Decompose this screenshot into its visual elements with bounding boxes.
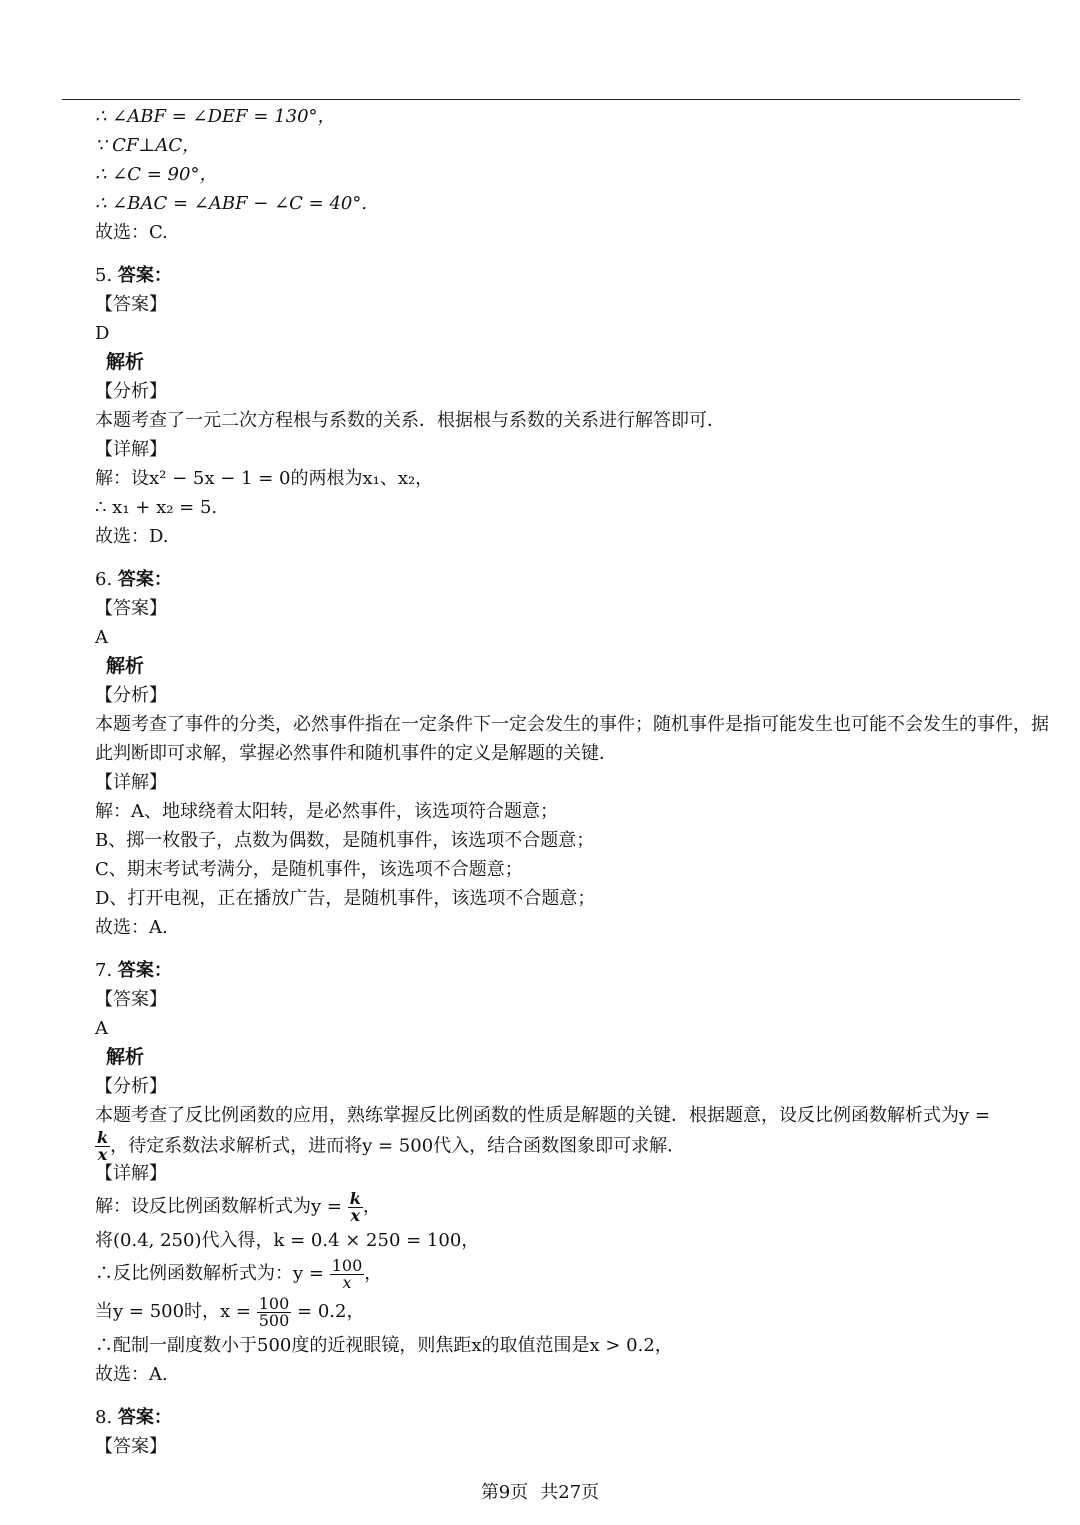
solution-line: ∴ ∠BAC = ∠ABF − ∠C = 40°.	[95, 193, 368, 214]
answer-tag: 【答案】	[95, 598, 167, 619]
solution-line: 解：设反比例函数解析式为y = $\frac{k}{x}$ ，	[95, 1188, 381, 1225]
fenxi-text-line-2: $\frac{k}{x}$ ，待定系数法求解析式，进而将y = 500代入，结合函数图象即可求解．	[97, 1128, 686, 1164]
solution-conclusion: 故选：A.	[95, 917, 168, 938]
answer-tag: 【答案】	[95, 1436, 167, 1457]
solution-line: ∵ CF⊥AC，	[95, 135, 201, 156]
solution-line: B、掷一枚骰子，点数为偶数，是随机事件，该选项不合题意；	[95, 830, 595, 851]
page-total: 共27页	[540, 1482, 600, 1503]
answer-tag: 【答案】	[95, 989, 167, 1010]
analysis-title: 解析	[106, 351, 145, 373]
solution-line: D、打开电视，正在播放广告，是随机事件，该选项不合题意；	[95, 888, 596, 909]
solution-line: ∴反比例函数解析式为：y = $\frac{100}{x}$ ，	[95, 1255, 383, 1292]
solution-line: 当y = 500时，x = $\frac{100}{500}$ = 0.2，	[95, 1293, 365, 1330]
xiangjie-tag: 【详解】	[95, 439, 167, 460]
question-8	[95, 1403, 1055, 1461]
page-number: 第9页	[480, 1482, 529, 1503]
page-footer	[0, 1478, 1080, 1504]
solution-line: 解：设x² − 5x − 1 = 0的两根为x₁、x₂，	[95, 468, 434, 489]
solution-line: 将(0.4, 250)代入得，k = 0.4 × 250 = 100，	[95, 1230, 480, 1251]
fenxi-tag: 【分析】	[95, 381, 167, 402]
fraction: $\frac{k}{x}$	[97, 1128, 109, 1164]
document-body	[95, 102, 1055, 1461]
fenxi-text-line-1: 本题考查了反比例函数的应用，熟练掌握反比例函数的性质是解题的关键．根据题意，设反比例函数解析式为y =	[95, 1105, 990, 1126]
analysis-title: 解析	[106, 1046, 145, 1068]
question-heading	[95, 956, 1055, 985]
answer-value: D	[95, 323, 110, 344]
question-heading	[95, 261, 1055, 290]
question-heading	[95, 1403, 1055, 1432]
solution-conclusion: 故选：A.	[95, 1364, 168, 1385]
question-number: 5.	[95, 265, 113, 286]
fraction: $\frac{100}{x}$	[331, 1255, 363, 1292]
solution-line: ∴配制一副度数小于500度的近视眼镜，则焦距x的取值范围是x > 0.2，	[95, 1335, 673, 1356]
xiangjie-tag: 【详解】	[95, 1163, 167, 1184]
solution-line: ∴ ∠C = 90°，	[95, 164, 218, 185]
fraction: $\frac{k}{x}$	[349, 1188, 361, 1225]
answer-heading: 答案：	[117, 569, 172, 590]
header-rule	[62, 99, 1020, 100]
solution-line: C、期末考试考满分，是随机事件，该选项不合题意；	[95, 859, 523, 880]
fenxi-tag: 【分析】	[95, 685, 167, 706]
solution-line: ∴ ∠ABF = ∠DEF = 130°，	[95, 106, 336, 127]
question-number: 7.	[95, 960, 113, 981]
fraction: $\frac{100}{500}$	[258, 1293, 290, 1330]
solution-line: ∴ x₁ + x₂ = 5.	[95, 497, 218, 518]
answer-tag: 【答案】	[95, 294, 167, 315]
question-number: 6.	[95, 569, 113, 590]
fenxi-tag: 【分析】	[95, 1076, 167, 1097]
question-number: 8.	[95, 1407, 113, 1428]
solution-conclusion: 故选：C.	[95, 222, 168, 243]
fenxi-text: 本题考查了一元二次方程根与系数的关系．根据根与系数的关系进行解答即可．	[95, 410, 725, 431]
fenxi-text: 本题考查了事件的分类，必然事件指在一定条件下一定会发生的事件；随机事件是指可能发生也可能不会发生的事件，据此判断即可求解，掌握必然事件和随机事件的定义是解题的关键．	[95, 714, 1049, 764]
answer-heading: 答案：	[117, 960, 172, 981]
answer-heading: 答案：	[117, 265, 172, 286]
answer-heading: 答案：	[117, 1407, 172, 1428]
question-7	[95, 956, 1055, 1389]
answer-value: A	[95, 1018, 108, 1039]
solution-line: 解：A、地球绕着太阳转，是必然事件，该选项符合题意；	[95, 801, 558, 822]
question-5	[95, 261, 1055, 551]
answer-value: A	[95, 627, 108, 648]
question-6	[95, 565, 1055, 942]
question-heading	[95, 565, 1055, 594]
previous-solution	[95, 102, 1055, 247]
xiangjie-tag: 【详解】	[95, 772, 167, 793]
solution-conclusion: 故选：D.	[95, 526, 169, 547]
analysis-title: 解析	[106, 655, 145, 677]
